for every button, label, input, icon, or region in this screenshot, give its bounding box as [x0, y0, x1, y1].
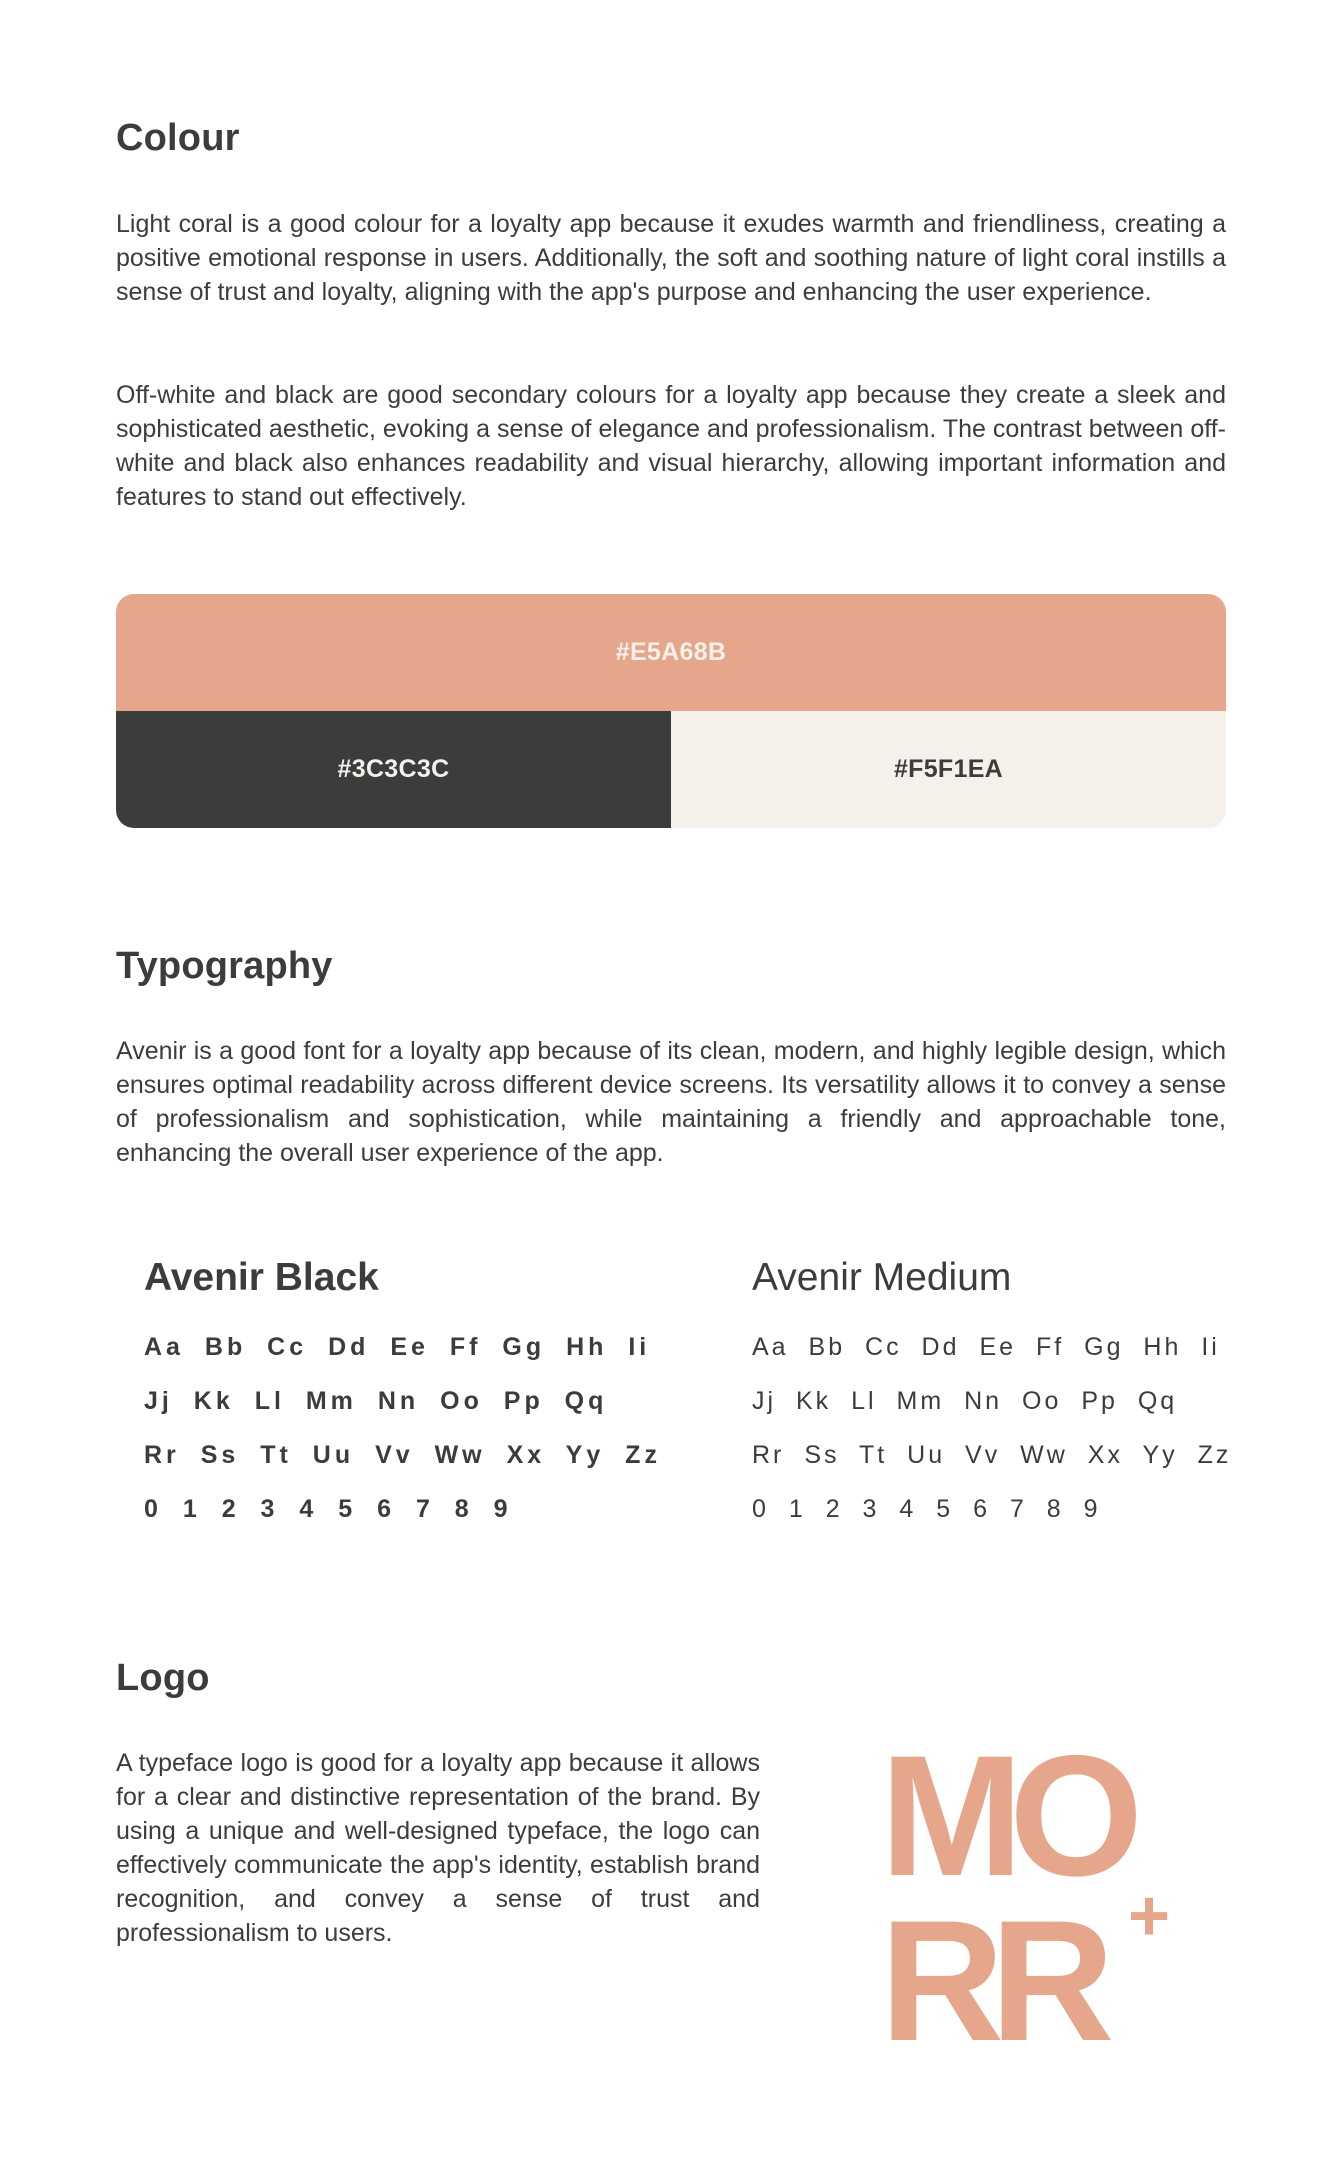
typography-section-title: Typography — [116, 945, 333, 987]
glyph-row: Aa Bb Cc Dd Ee Ff Gg Hh Ii — [144, 1333, 651, 1361]
glyph-row: 0 1 2 3 4 5 6 7 8 9 — [144, 1495, 512, 1523]
swatch-primary-label: #E5A68B — [615, 638, 727, 666]
logo-plus-mark: + — [1128, 1876, 1171, 1956]
colour-paragraph-2: Off-white and black are good secondary colours for a loyalty app because they create a sleek and sophisticated aesthetic, evoking a sense of elegance and professionalism. The contrast between off-white and black also enhances readability and visual hierarchy, allowing important information and features to stand out effectively. — [116, 381, 1226, 511]
swatch-light — [671, 711, 1226, 828]
swatch-light-label: #F5F1EA — [893, 755, 1004, 783]
font-specimen-black — [144, 1250, 664, 1536]
font-name-medium: Avenir Medium — [752, 1256, 1012, 1299]
glyph-row: 0 1 2 3 4 5 6 7 8 9 — [752, 1495, 1101, 1523]
glyph-row: Aa Bb Cc Dd Ee Ff Gg Hh Ii — [752, 1333, 1220, 1361]
logo-line-2: RR — [880, 1885, 1101, 2077]
swatch-dark — [116, 711, 671, 828]
logo-line-1: MO — [880, 1720, 1130, 1912]
morr-logo — [880, 1720, 1200, 2077]
swatch-primary — [116, 594, 1226, 711]
font-name-black: Avenir Black — [144, 1256, 379, 1299]
font-specimen-medium — [752, 1250, 1272, 1536]
glyph-row: Rr Ss Tt Uu Vv Ww Xx Yy Zz — [752, 1441, 1232, 1469]
glyph-row: Rr Ss Tt Uu Vv Ww Xx Yy Zz — [144, 1441, 661, 1469]
colour-palette — [116, 594, 1226, 828]
typography-paragraph: Avenir is a good font for a loyalty app because of its clean, modern, and highly legible design, which ensures optimal readability across different device screens. Its versatility allows it to convey a sense of professionalism and sophistication, while maintaining a friendly and approachable tone, enhancing the overall user experience of the app. — [116, 1037, 1226, 1167]
colour-section-title: Colour — [116, 117, 240, 159]
swatch-dark-label: #3C3C3C — [337, 755, 450, 783]
logo-section-title: Logo — [116, 1657, 210, 1699]
logo-paragraph: A typeface logo is good for a loyalty app because it allows for a clear and distinctive representation of the brand. By using a unique and well-designed typeface, the logo can effectively communicate the app's identity, establish brand recognition, and convey a sense of trust and professionalism to users. — [116, 1749, 760, 1947]
colour-paragraph-1: Light coral is a good colour for a loyalty app because it exudes warmth and friendliness, creating a positive emotional response in users. Additionally, the soft and soothing nature of light coral instills a sense of trust and loyalty, aligning with the app's purpose and enhancing the user experience. — [116, 210, 1226, 306]
glyph-row: Jj Kk Ll Mm Nn Oo Pp Qq — [752, 1387, 1178, 1415]
glyph-row: Jj Kk Ll Mm Nn Oo Pp Qq — [144, 1387, 608, 1415]
